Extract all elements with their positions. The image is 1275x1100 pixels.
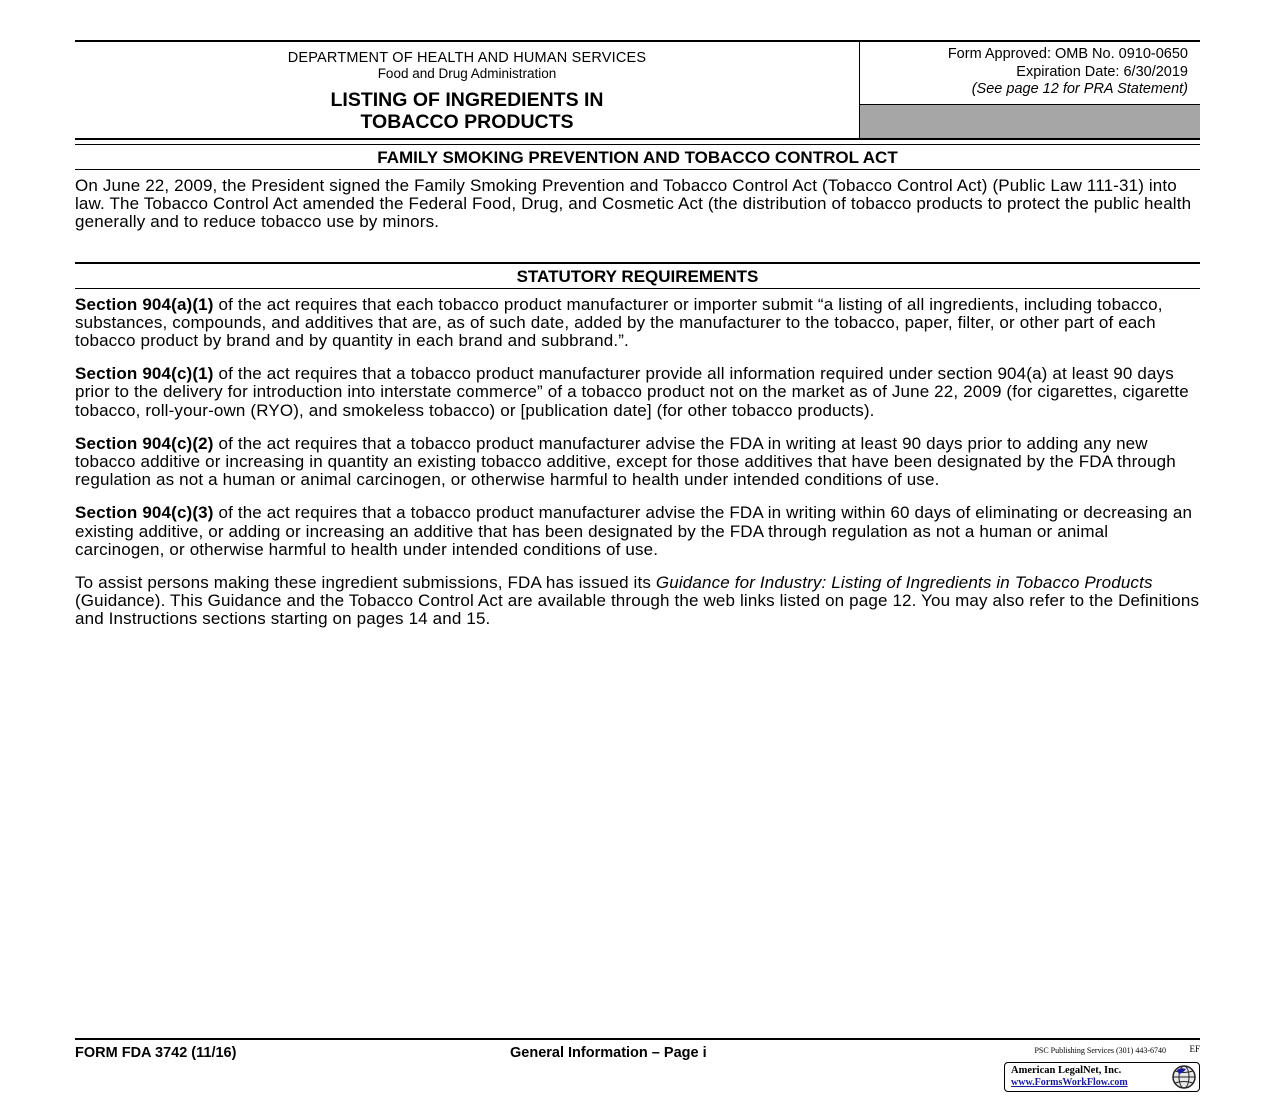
form-title-line1: LISTING OF INGREDIENTS IN	[330, 89, 604, 111]
act-paragraph: On June 22, 2009, the President signed the Family Smoking Prevention and Tobacco Control Act (Tobacco Control Act) (Public Law 111-31) into law. The Tobacco Control Act amended the Federal Food, Drug, and Cosmetic Act (the distribution of tobacco products to protect the public health generally and to reduce tobacco use by minors.	[75, 176, 1192, 232]
header-omb-block	[860, 42, 1200, 138]
form-id: FORM FDA 3742 (11/16)	[75, 1045, 237, 1061]
guidance-text-pre: To assist persons making these ingredient submissions, FDA has issued its	[75, 573, 656, 593]
globe-icon	[1171, 1064, 1197, 1090]
statute-paragraph-904c2	[75, 435, 1200, 490]
statute-paragraph-904c1	[75, 365, 1200, 420]
omb-number: Form Approved: OMB No. 0910-0650	[947, 46, 1188, 62]
statute-text: of the act requires that a tobacco product manufacturer advise the FDA in writing at least 90 days prior to adding any new tobacco additive or increasing in quantity an existing tobacco additive, except for those additives that have been designated by the FDA through regulation as not a human or animal carcinogen, or otherwise harmful to health under intended conditions of use.	[75, 433, 1176, 490]
form-title	[75, 89, 859, 133]
agency-use-box	[860, 104, 1200, 138]
department-name: DEPARTMENT OF HEALTH AND HUMAN SERVICES	[287, 50, 647, 66]
pra-note: (See page 12 for PRA Statement)	[971, 81, 1188, 97]
form-header	[75, 40, 1200, 140]
guidance-text-post: (Guidance). This Guidance and the Tobacco Control Act are available through the web links listed on page 12. You may also refer to the Definitions and Instructions sections starting on pages 14 and 15.	[75, 591, 1200, 629]
page-label: General Information – Page i	[510, 1045, 707, 1061]
guidance-paragraph	[75, 574, 1200, 629]
form-title-line2: TOBACCO PRODUCTS	[360, 111, 574, 133]
footer-row	[75, 1040, 1200, 1088]
statute-text: of the act requires that each tobacco product manufacturer or importer submit “a listing of all ingredients, including tobacco, substances, compounds, and additives that are, as of such date, added by the manufacturer to the tobacco, paper, filter, or other part of each tobacco product by brand and by quantity in each brand and subbrand.”.	[75, 294, 1163, 351]
section-heading-statutory: STATUTORY REQUIREMENTS	[75, 262, 1200, 289]
ef-mark: EF	[1189, 1044, 1200, 1054]
omb-info	[860, 42, 1200, 104]
statute-label: Section 904(a)(1)	[75, 294, 214, 314]
statute-label: Section 904(c)(2)	[75, 433, 214, 453]
statute-label: Section 904(c)(1)	[75, 364, 214, 384]
agency-name: Food and Drug Administration	[377, 66, 557, 81]
header-title-block	[75, 42, 860, 138]
statute-label: Section 904(c)(3)	[75, 503, 214, 523]
statute-text: of the act requires that a tobacco product manufacturer provide all information required under section 904(a) at least 90 days prior to the delivery for introduction into interstate commerce” of a tobacco product not on the market as of June 22, 2009 (for cigarettes, cigarette tobacco, roll-your-own (RYO), and smokeless tobacco) or [publication date] (for other tobacco products).	[75, 364, 1189, 420]
form-footer	[75, 1038, 1200, 1088]
logo-url-link[interactable]: www.FormsWorkFlow.com	[1011, 1077, 1128, 1088]
section-heading-act: FAMILY SMOKING PREVENTION AND TOBACCO CONTROL ACT	[75, 144, 1200, 170]
publisher-note: PSC Publishing Services (301) 443-6740	[1034, 1046, 1166, 1055]
logo-name: American LegalNet, Inc.	[1011, 1065, 1122, 1076]
statute-paragraph-904a1	[75, 296, 1200, 351]
expiration-date: Expiration Date: 6/30/2019	[1016, 63, 1188, 80]
form-page	[75, 40, 1200, 629]
legalnet-logo[interactable]	[1004, 1062, 1200, 1092]
guidance-title: Guidance for Industry: Listing of Ingredients in Tobacco Products	[655, 573, 1153, 593]
statute-paragraph-904c3	[75, 504, 1200, 559]
statute-text: of the act requires that a tobacco product manufacturer advise the FDA in writing within 60 days of eliminating or decreasing an existing additive, or adding or increasing an additive that has been designated by the FDA through regulation as not a human or animal carcinogen, or otherwise harmful to health under intended conditions of use.	[75, 503, 1193, 559]
